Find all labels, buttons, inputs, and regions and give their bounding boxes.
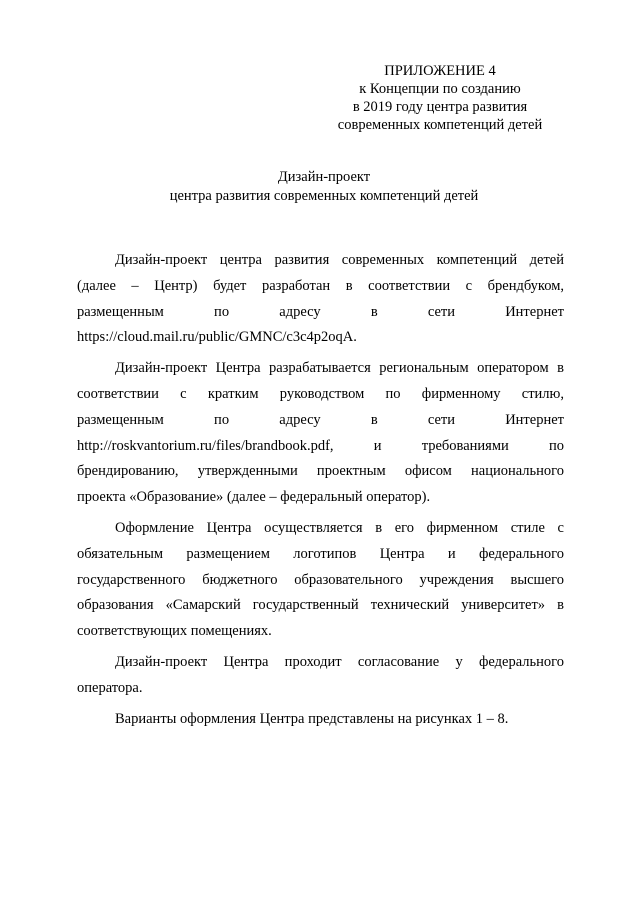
appendix-reference: к Концепции по созданию bbox=[359, 81, 521, 97]
paragraph-line: Оформление Центра осуществляется в его фирменном стиле с bbox=[115, 519, 564, 536]
paragraph-line: брендированию, утвержденными проектным офисом национального bbox=[77, 463, 564, 480]
paragraph-line: Дизайн-проект Центра разрабатывается региональным оператором в bbox=[115, 360, 564, 377]
paragraph-line: Варианты оформления Центра представлены на рисунках 1 – 8. bbox=[115, 710, 509, 727]
paragraph-line: образования «Самарский государственный технический университет» в bbox=[77, 597, 564, 614]
appendix-reference: в 2019 году центра развития bbox=[352, 99, 528, 115]
paragraph-4 bbox=[77, 650, 564, 702]
paragraph-5 bbox=[77, 707, 564, 733]
paragraph-3 bbox=[77, 516, 564, 645]
paragraph-line: соответствии с кратким руководством по фирменному стилю, bbox=[77, 385, 564, 402]
appendix-number: ПРИЛОЖЕНИЕ 4 bbox=[384, 63, 496, 79]
document-body bbox=[77, 248, 564, 737]
paragraph-line: соответствующих помещениях. bbox=[77, 623, 272, 640]
paragraph-1 bbox=[77, 248, 564, 351]
title-line: центра развития современных компетенций детей bbox=[169, 188, 479, 204]
paragraph-2 bbox=[77, 356, 564, 511]
paragraph-line: размещенным по адресу в сети Интернет bbox=[77, 303, 564, 320]
paragraph-line: http://roskvantorium.ru/files/brandbook.pdf, и требованиями по bbox=[77, 437, 564, 454]
paragraph-line: https://cloud.mail.ru/public/GMNC/c3c4p2oqA. bbox=[77, 329, 357, 346]
paragraph-line: Дизайн-проект Центра проходит согласование у федерального bbox=[115, 653, 564, 670]
paragraph-line: Дизайн-проект центра развития современных компетенций детей bbox=[115, 252, 564, 268]
paragraph-line: (далее – Центр) будет разработан в соответствии с брендбуком, bbox=[77, 277, 564, 294]
paragraph-line: проекта «Образование» (далее – федеральный оператор). bbox=[77, 489, 431, 506]
paragraph-line: государственного бюджетного образовательного учреждения высшего bbox=[77, 571, 564, 588]
paragraph-line: оператора. bbox=[77, 679, 143, 696]
appendix-header bbox=[330, 62, 550, 134]
appendix-reference: современных компетенций детей bbox=[337, 117, 543, 133]
paragraph-line: размещенным по адресу в сети Интернет bbox=[77, 411, 564, 428]
paragraph-line: обязательным размещением логотипов Центра и федерального bbox=[77, 545, 564, 562]
document-title bbox=[80, 168, 568, 206]
title-line: Дизайн-проект bbox=[277, 169, 371, 185]
